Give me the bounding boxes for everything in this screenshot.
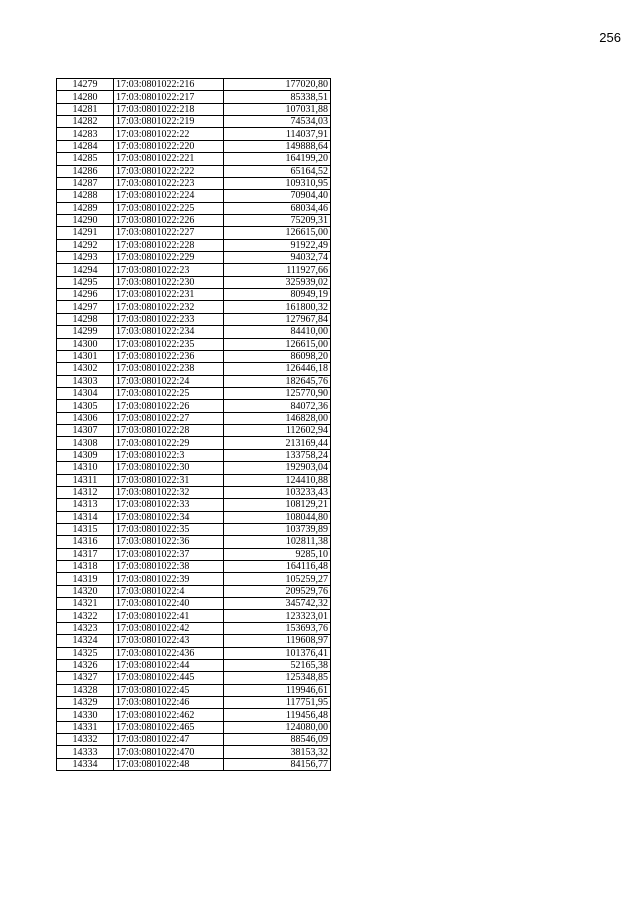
value-cell: 80949,19 (224, 289, 331, 301)
cadastral-number-cell: 17:03:0801022:31 (114, 474, 224, 486)
cadastral-number-cell: 17:03:0801022:45 (114, 684, 224, 696)
table-row (57, 387, 331, 399)
cadastral-number-cell: 17:03:0801022:47 (114, 734, 224, 746)
value-cell: 109310,95 (224, 177, 331, 189)
cadastral-number-cell: 17:03:0801022:40 (114, 598, 224, 610)
table-row (57, 499, 331, 511)
cadastral-number-cell: 17:03:0801022:225 (114, 202, 224, 214)
cadastral-number-cell: 17:03:0801022:235 (114, 338, 224, 350)
value-cell: 94032,74 (224, 252, 331, 264)
cadastral-number-cell: 17:03:0801022:470 (114, 746, 224, 758)
table-row (57, 326, 331, 338)
value-cell: 84410,00 (224, 326, 331, 338)
cadastral-number-cell: 17:03:0801022:25 (114, 387, 224, 399)
table-body (57, 79, 331, 771)
row-number-cell: 14334 (57, 758, 114, 770)
row-number-cell: 14300 (57, 338, 114, 350)
row-number-cell: 14294 (57, 264, 114, 276)
row-number-cell: 14332 (57, 734, 114, 746)
row-number-cell: 14320 (57, 585, 114, 597)
value-cell: 345742,32 (224, 598, 331, 610)
value-cell: 127967,84 (224, 313, 331, 325)
table-row (57, 214, 331, 226)
value-cell: 91922,49 (224, 239, 331, 251)
table-row (57, 239, 331, 251)
row-number-cell: 14303 (57, 375, 114, 387)
value-cell: 177020,80 (224, 79, 331, 91)
table-row (57, 548, 331, 560)
table-row (57, 425, 331, 437)
value-cell: 124080,00 (224, 721, 331, 733)
table-row (57, 153, 331, 165)
table-row (57, 622, 331, 634)
value-cell: 325939,02 (224, 276, 331, 288)
row-number-cell: 14318 (57, 561, 114, 573)
cadastral-number-cell: 17:03:0801022:230 (114, 276, 224, 288)
cadastral-number-cell: 17:03:0801022:219 (114, 116, 224, 128)
value-cell: 9285,10 (224, 548, 331, 560)
table-row (57, 363, 331, 375)
row-number-cell: 14280 (57, 91, 114, 103)
row-number-cell: 14316 (57, 536, 114, 548)
table-row (57, 313, 331, 325)
cadastral-number-cell: 17:03:0801022:48 (114, 758, 224, 770)
row-number-cell: 14296 (57, 289, 114, 301)
value-cell: 146828,00 (224, 412, 331, 424)
data-table (56, 78, 331, 771)
row-number-cell: 14307 (57, 425, 114, 437)
cadastral-number-cell: 17:03:0801022:218 (114, 103, 224, 115)
row-number-cell: 14310 (57, 462, 114, 474)
cadastral-number-cell: 17:03:0801022:224 (114, 190, 224, 202)
table-row (57, 486, 331, 498)
row-number-cell: 14311 (57, 474, 114, 486)
cadastral-number-cell: 17:03:0801022:22 (114, 128, 224, 140)
row-number-cell: 14312 (57, 486, 114, 498)
value-cell: 126615,00 (224, 338, 331, 350)
cadastral-number-cell: 17:03:0801022:46 (114, 696, 224, 708)
cadastral-number-cell: 17:03:0801022:42 (114, 622, 224, 634)
table-row (57, 91, 331, 103)
value-cell: 102811,38 (224, 536, 331, 548)
cadastral-number-cell: 17:03:0801022:217 (114, 91, 224, 103)
value-cell: 84156,77 (224, 758, 331, 770)
table-row (57, 758, 331, 770)
cadastral-number-cell: 17:03:0801022:229 (114, 252, 224, 264)
cadastral-number-cell: 17:03:0801022:226 (114, 214, 224, 226)
value-cell: 65164,52 (224, 165, 331, 177)
cadastral-number-cell: 17:03:0801022:231 (114, 289, 224, 301)
row-number-cell: 14279 (57, 79, 114, 91)
row-number-cell: 14293 (57, 252, 114, 264)
cadastral-number-cell: 17:03:0801022:236 (114, 350, 224, 362)
table-row (57, 474, 331, 486)
table-row (57, 350, 331, 362)
table-row (57, 116, 331, 128)
table-row (57, 79, 331, 91)
table-row (57, 276, 331, 288)
table-row (57, 573, 331, 585)
table-row (57, 289, 331, 301)
row-number-cell: 14292 (57, 239, 114, 251)
table-row (57, 252, 331, 264)
row-number-cell: 14282 (57, 116, 114, 128)
table-row (57, 647, 331, 659)
table-row (57, 338, 331, 350)
table-row (57, 462, 331, 474)
table-row (57, 734, 331, 746)
value-cell: 161800,32 (224, 301, 331, 313)
row-number-cell: 14317 (57, 548, 114, 560)
table-row (57, 412, 331, 424)
value-cell: 126446,18 (224, 363, 331, 375)
row-number-cell: 14298 (57, 313, 114, 325)
row-number-cell: 14319 (57, 573, 114, 585)
cadastral-number-cell: 17:03:0801022:36 (114, 536, 224, 548)
cadastral-number-cell: 17:03:0801022:24 (114, 375, 224, 387)
table-row (57, 746, 331, 758)
row-number-cell: 14305 (57, 400, 114, 412)
row-number-cell: 14321 (57, 598, 114, 610)
cadastral-number-cell: 17:03:0801022:232 (114, 301, 224, 313)
cadastral-number-cell: 17:03:0801022:28 (114, 425, 224, 437)
cadastral-number-cell: 17:03:0801022:220 (114, 140, 224, 152)
value-cell: 86098,20 (224, 350, 331, 362)
value-cell: 103233,43 (224, 486, 331, 498)
cadastral-number-cell: 17:03:0801022:32 (114, 486, 224, 498)
cadastral-number-cell: 17:03:0801022:238 (114, 363, 224, 375)
row-number-cell: 14288 (57, 190, 114, 202)
value-cell: 119608,97 (224, 635, 331, 647)
row-number-cell: 14297 (57, 301, 114, 313)
table-row (57, 140, 331, 152)
row-number-cell: 14333 (57, 746, 114, 758)
value-cell: 125770,90 (224, 387, 331, 399)
value-cell: 114037,91 (224, 128, 331, 140)
row-number-cell: 14281 (57, 103, 114, 115)
row-number-cell: 14304 (57, 387, 114, 399)
value-cell: 119456,48 (224, 709, 331, 721)
row-number-cell: 14309 (57, 449, 114, 461)
table-row (57, 301, 331, 313)
cadastral-number-cell: 17:03:0801022:23 (114, 264, 224, 276)
table-row (57, 400, 331, 412)
value-cell: 108044,80 (224, 511, 331, 523)
value-cell: 108129,21 (224, 499, 331, 511)
cadastral-number-cell: 17:03:0801022:445 (114, 672, 224, 684)
value-cell: 85338,51 (224, 91, 331, 103)
row-number-cell: 14328 (57, 684, 114, 696)
value-cell: 164199,20 (224, 153, 331, 165)
value-cell: 126615,00 (224, 227, 331, 239)
value-cell: 124410,88 (224, 474, 331, 486)
row-number-cell: 14322 (57, 610, 114, 622)
value-cell: 84072,36 (224, 400, 331, 412)
table-row (57, 511, 331, 523)
table-row (57, 709, 331, 721)
table-row (57, 375, 331, 387)
value-cell: 38153,32 (224, 746, 331, 758)
row-number-cell: 14327 (57, 672, 114, 684)
cadastral-number-cell: 17:03:0801022:222 (114, 165, 224, 177)
row-number-cell: 14315 (57, 523, 114, 535)
table-row (57, 128, 331, 140)
value-cell: 70904,40 (224, 190, 331, 202)
cadastral-number-cell: 17:03:0801022:27 (114, 412, 224, 424)
row-number-cell: 14329 (57, 696, 114, 708)
cadastral-number-cell: 17:03:0801022:29 (114, 437, 224, 449)
value-cell: 182645,76 (224, 375, 331, 387)
value-cell: 133758,24 (224, 449, 331, 461)
table-row (57, 635, 331, 647)
row-number-cell: 14289 (57, 202, 114, 214)
value-cell: 125348,85 (224, 672, 331, 684)
row-number-cell: 14308 (57, 437, 114, 449)
cadastral-number-cell: 17:03:0801022:216 (114, 79, 224, 91)
row-number-cell: 14287 (57, 177, 114, 189)
value-cell: 105259,27 (224, 573, 331, 585)
cadastral-number-cell: 17:03:0801022:38 (114, 561, 224, 573)
value-cell: 149888,64 (224, 140, 331, 152)
cadastral-number-cell: 17:03:0801022:223 (114, 177, 224, 189)
value-cell: 213169,44 (224, 437, 331, 449)
table-row (57, 696, 331, 708)
row-number-cell: 14331 (57, 721, 114, 733)
cadastral-number-cell: 17:03:0801022:30 (114, 462, 224, 474)
cadastral-number-cell: 17:03:0801022:33 (114, 499, 224, 511)
row-number-cell: 14290 (57, 214, 114, 226)
value-cell: 68034,46 (224, 202, 331, 214)
value-cell: 112602,94 (224, 425, 331, 437)
row-number-cell: 14291 (57, 227, 114, 239)
cadastral-number-cell: 17:03:0801022:436 (114, 647, 224, 659)
table-row (57, 523, 331, 535)
row-number-cell: 14325 (57, 647, 114, 659)
table-row (57, 227, 331, 239)
cadastral-number-cell: 17:03:0801022:35 (114, 523, 224, 535)
value-cell: 117751,95 (224, 696, 331, 708)
table-row (57, 449, 331, 461)
value-cell: 192903,04 (224, 462, 331, 474)
cadastral-number-cell: 17:03:0801022:3 (114, 449, 224, 461)
table-row (57, 165, 331, 177)
cadastral-number-cell: 17:03:0801022:43 (114, 635, 224, 647)
value-cell: 123323,01 (224, 610, 331, 622)
row-number-cell: 14326 (57, 659, 114, 671)
table-row (57, 437, 331, 449)
row-number-cell: 14306 (57, 412, 114, 424)
table-row (57, 190, 331, 202)
table-row (57, 177, 331, 189)
value-cell: 209529,76 (224, 585, 331, 597)
row-number-cell: 14324 (57, 635, 114, 647)
row-number-cell: 14323 (57, 622, 114, 634)
value-cell: 107031,88 (224, 103, 331, 115)
row-number-cell: 14286 (57, 165, 114, 177)
cadastral-number-cell: 17:03:0801022:228 (114, 239, 224, 251)
cadastral-number-cell: 17:03:0801022:34 (114, 511, 224, 523)
value-cell: 52165,38 (224, 659, 331, 671)
table-row (57, 598, 331, 610)
table-row (57, 721, 331, 733)
table-row (57, 264, 331, 276)
table-row (57, 684, 331, 696)
value-cell: 153693,76 (224, 622, 331, 634)
value-cell: 74534,03 (224, 116, 331, 128)
cadastral-number-cell: 17:03:0801022:221 (114, 153, 224, 165)
row-number-cell: 14330 (57, 709, 114, 721)
row-number-cell: 14295 (57, 276, 114, 288)
cadastral-number-cell: 17:03:0801022:465 (114, 721, 224, 733)
row-number-cell: 14285 (57, 153, 114, 165)
cadastral-number-cell: 17:03:0801022:227 (114, 227, 224, 239)
cadastral-number-cell: 17:03:0801022:41 (114, 610, 224, 622)
value-cell: 88546,09 (224, 734, 331, 746)
value-cell: 164116,48 (224, 561, 331, 573)
cadastral-number-cell: 17:03:0801022:233 (114, 313, 224, 325)
row-number-cell: 14299 (57, 326, 114, 338)
cadastral-number-cell: 17:03:0801022:39 (114, 573, 224, 585)
row-number-cell: 14284 (57, 140, 114, 152)
value-cell: 103739,89 (224, 523, 331, 535)
cadastral-number-cell: 17:03:0801022:234 (114, 326, 224, 338)
value-cell: 111927,66 (224, 264, 331, 276)
value-cell: 101376,41 (224, 647, 331, 659)
table-row (57, 103, 331, 115)
row-number-cell: 14313 (57, 499, 114, 511)
row-number-cell: 14302 (57, 363, 114, 375)
table-row (57, 672, 331, 684)
table-row (57, 202, 331, 214)
cadastral-number-cell: 17:03:0801022:26 (114, 400, 224, 412)
table-row (57, 610, 331, 622)
row-number-cell: 14301 (57, 350, 114, 362)
table-row (57, 561, 331, 573)
row-number-cell: 14283 (57, 128, 114, 140)
table-row (57, 536, 331, 548)
cadastral-number-cell: 17:03:0801022:462 (114, 709, 224, 721)
cadastral-number-cell: 17:03:0801022:4 (114, 585, 224, 597)
table-row (57, 585, 331, 597)
cadastral-number-cell: 17:03:0801022:44 (114, 659, 224, 671)
value-cell: 75209,31 (224, 214, 331, 226)
cadastral-number-cell: 17:03:0801022:37 (114, 548, 224, 560)
table-row (57, 659, 331, 671)
row-number-cell: 14314 (57, 511, 114, 523)
page-number: 256 (599, 30, 621, 45)
value-cell: 119946,61 (224, 684, 331, 696)
